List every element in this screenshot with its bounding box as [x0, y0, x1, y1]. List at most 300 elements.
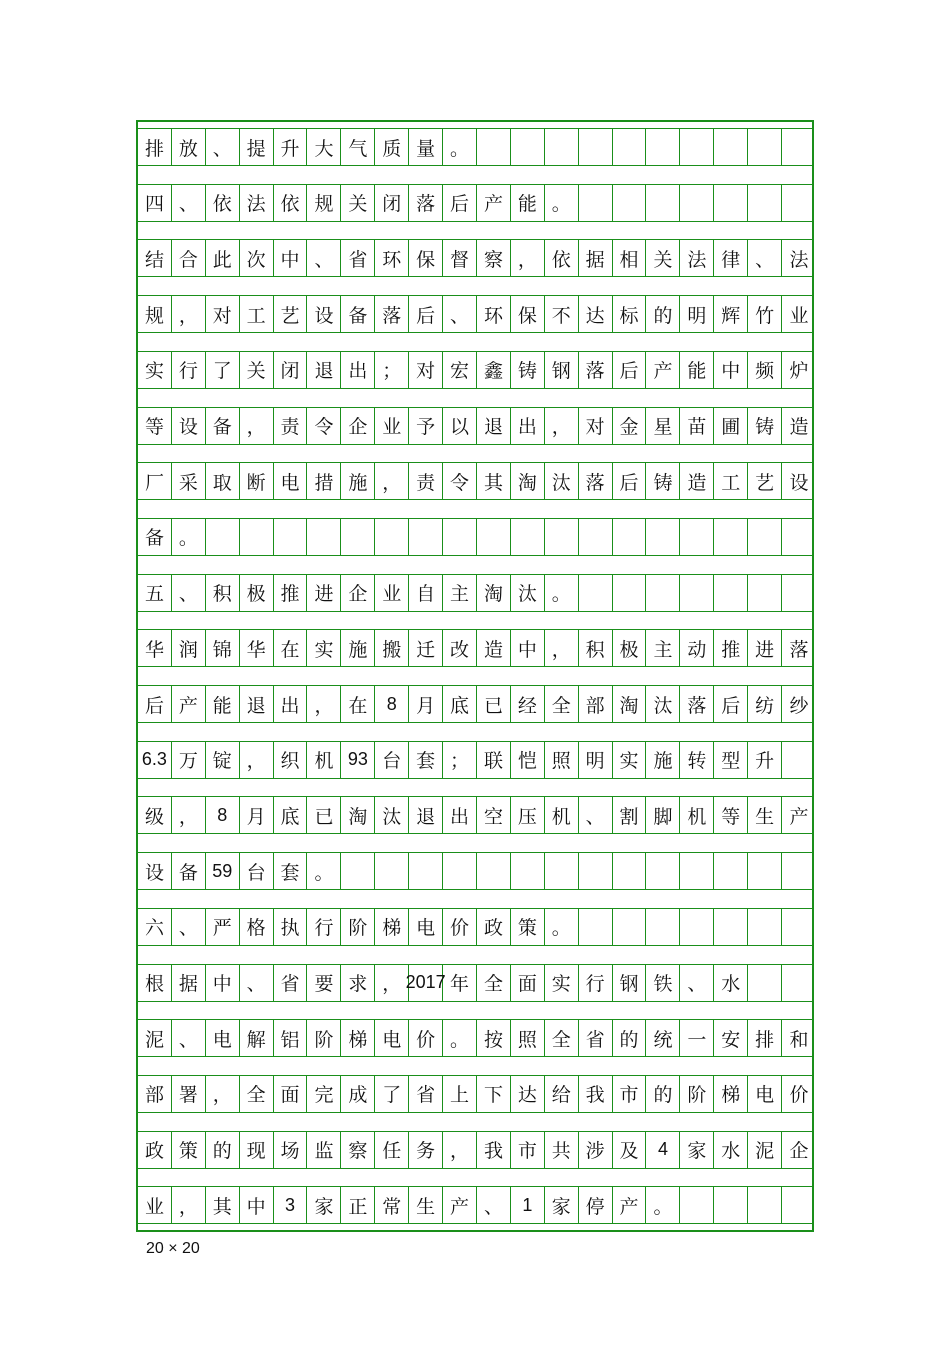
- grid-cell: [545, 853, 579, 889]
- grid-cell: [477, 853, 511, 889]
- grid-cell: 上: [443, 1076, 477, 1112]
- grid-cell: 量: [409, 129, 443, 165]
- grid-cell: 闭: [274, 352, 308, 388]
- grid-row: [138, 852, 812, 890]
- grid-cell: [782, 909, 816, 945]
- grid-row: [138, 964, 812, 1002]
- grid-cell: [613, 853, 647, 889]
- grid-cell: 落: [579, 352, 613, 388]
- grid-cell: ，: [545, 630, 579, 666]
- grid-cell: 实: [545, 965, 579, 1001]
- grid-cell: 6.3: [138, 742, 172, 778]
- grid-cell: 华: [240, 630, 274, 666]
- grid-cell: 中: [511, 630, 545, 666]
- grid-cell: 动: [680, 630, 714, 666]
- grid-cell: [341, 519, 375, 555]
- grid-cell: 放: [172, 129, 206, 165]
- grid-cell: [613, 909, 647, 945]
- grid-cell: [748, 1187, 782, 1223]
- grid-cell: 月: [409, 686, 443, 722]
- grid-cell: 4: [647, 1132, 681, 1168]
- grid-cell: 万: [172, 742, 206, 778]
- grid-cell: 规: [308, 185, 342, 221]
- grid-cell: 省: [341, 240, 375, 276]
- grid-cell: 退: [240, 686, 274, 722]
- grid-cell: 成: [341, 1076, 375, 1112]
- grid-cell: [782, 1187, 816, 1223]
- grid-cell: [714, 853, 748, 889]
- grid-row: [138, 1186, 812, 1224]
- grid-cell: [545, 129, 579, 165]
- grid-cell: [409, 519, 443, 555]
- grid-cell: [714, 575, 748, 611]
- grid-cell: 次: [240, 240, 274, 276]
- grid-cell: 铁: [647, 965, 681, 1001]
- grid-cell: ，: [511, 240, 545, 276]
- grid-cell: 出: [511, 408, 545, 444]
- grid-cell: 锭: [206, 742, 240, 778]
- grid-cell: 推: [274, 575, 308, 611]
- grid-cell: ，: [172, 797, 206, 833]
- grid-cell: 华: [138, 630, 172, 666]
- grid-cell: 格: [240, 909, 274, 945]
- grid-row: [138, 574, 812, 612]
- grid-cell: [680, 185, 714, 221]
- grid-cell: 其: [477, 463, 511, 499]
- grid-cell: 退: [477, 408, 511, 444]
- grid-cell: 政: [477, 909, 511, 945]
- grid-cell: ，: [375, 965, 409, 1001]
- grid-cell: 落: [680, 686, 714, 722]
- grid-cell: 根: [138, 965, 172, 1001]
- grid-cell: 相: [613, 240, 647, 276]
- grid-cell: 铸: [647, 463, 681, 499]
- grid-cell: 施: [341, 463, 375, 499]
- grid-cell: 主: [443, 575, 477, 611]
- grid-cell: 。: [443, 129, 477, 165]
- grid-cell: 经: [511, 686, 545, 722]
- grid-cell: 钢: [545, 352, 579, 388]
- grid-cell: [748, 129, 782, 165]
- grid-cell: 造: [477, 630, 511, 666]
- grid-cell: 产: [647, 352, 681, 388]
- grid-cell: 正: [341, 1187, 375, 1223]
- grid-cell: 出: [341, 352, 375, 388]
- grid-row: [138, 908, 812, 946]
- grid-cell: 59: [206, 853, 240, 889]
- grid-cell: [477, 129, 511, 165]
- grid-cell: 已: [308, 797, 342, 833]
- grid-cell: 予: [409, 408, 443, 444]
- grid-cell: 全: [240, 1076, 274, 1112]
- grid-cell: 现: [240, 1132, 274, 1168]
- grid-cell: 积: [206, 575, 240, 611]
- grid-cell: [748, 185, 782, 221]
- grid-cell: 统: [647, 1020, 681, 1056]
- grid-cell: 策: [172, 1132, 206, 1168]
- grid-cell: [409, 853, 443, 889]
- grid-cell: 提: [240, 129, 274, 165]
- grid-cell: 对: [579, 408, 613, 444]
- grid-cell: [748, 965, 782, 1001]
- grid-cell: 产: [477, 185, 511, 221]
- grid-cell: 。: [443, 1020, 477, 1056]
- grid-cell: 备: [138, 519, 172, 555]
- grid-cell: 结: [138, 240, 172, 276]
- grid-cell: [579, 853, 613, 889]
- grid-cell: 一: [680, 1020, 714, 1056]
- grid-cell: [579, 129, 613, 165]
- grid-cell: 、: [308, 240, 342, 276]
- grid-cell: [782, 519, 816, 555]
- grid-cell: 中: [274, 240, 308, 276]
- grid-cell: 生: [748, 797, 782, 833]
- grid-cell: 升: [274, 129, 308, 165]
- grid-cell: 的: [206, 1132, 240, 1168]
- grid-cell: [375, 519, 409, 555]
- manuscript-grid: [136, 120, 814, 1232]
- grid-cell: 策: [511, 909, 545, 945]
- grid-cell: 、: [477, 1187, 511, 1223]
- grid-cell: 中: [714, 352, 748, 388]
- grid-cell: [511, 129, 545, 165]
- grid-cell: ，: [443, 1132, 477, 1168]
- grid-cell: ，: [308, 686, 342, 722]
- grid-row: [138, 239, 812, 277]
- grid-cell: 对: [206, 296, 240, 332]
- grid-cell: 。: [172, 519, 206, 555]
- grid-row: [138, 741, 812, 779]
- grid-cell: 设: [789, 471, 809, 494]
- grid-cell: 察: [341, 1132, 375, 1168]
- grid-cell: 面: [511, 965, 545, 1001]
- grid-cell: 工: [714, 463, 748, 499]
- grid-cell: 月: [240, 797, 274, 833]
- grid-cell: 后: [714, 686, 748, 722]
- grid-cell: 在: [341, 686, 375, 722]
- grid-cell: 工: [240, 296, 274, 332]
- grid-cell: [714, 1187, 748, 1223]
- grid-cell: 梯: [375, 909, 409, 945]
- grid-cell: 阶: [308, 1020, 342, 1056]
- grid-cell: 型: [714, 742, 748, 778]
- grid-cell: 家: [308, 1187, 342, 1223]
- grid-cell: [782, 965, 816, 1001]
- grid-cell: 锦: [206, 630, 240, 666]
- grid-cell: 8: [375, 686, 409, 722]
- grid-cell: [579, 185, 613, 221]
- grid-cell: 企: [341, 408, 375, 444]
- grid-cell: [477, 519, 511, 555]
- grid-cell: 套: [274, 853, 308, 889]
- grid-cell: ；: [375, 352, 409, 388]
- grid-size-label: 20 × 20: [146, 1240, 200, 1257]
- grid-cell: 安: [714, 1020, 748, 1056]
- grid-cell: 极: [240, 575, 274, 611]
- grid-cell: 极: [613, 630, 647, 666]
- grid-cell: 机: [308, 742, 342, 778]
- grid-cell: 完: [308, 1076, 342, 1112]
- grid-cell: 依: [206, 185, 240, 221]
- grid-cell: 星: [647, 408, 681, 444]
- grid-cell: 汰: [647, 686, 681, 722]
- grid-cell: [647, 129, 681, 165]
- grid-cell: 。: [545, 909, 579, 945]
- grid-cell: 实: [138, 352, 172, 388]
- grid-cell: 全: [545, 686, 579, 722]
- grid-cell: 台: [240, 853, 274, 889]
- grid-cell: 等: [714, 797, 748, 833]
- grid-row: [138, 462, 812, 500]
- grid-cell: 台: [375, 742, 409, 778]
- grid-row: [138, 1075, 812, 1113]
- grid-cell: 进: [308, 575, 342, 611]
- grid-cell: 脚: [647, 797, 681, 833]
- grid-cell: 产: [172, 686, 206, 722]
- grid-cell: 。: [545, 185, 579, 221]
- grid-cell: 、: [748, 240, 782, 276]
- grid-cell: 备: [172, 853, 206, 889]
- grid-cell: 鑫: [477, 352, 511, 388]
- grid-cell: 其: [206, 1187, 240, 1223]
- grid-cell: [714, 519, 748, 555]
- grid-cell: 铸: [511, 352, 545, 388]
- grid-cell: 此: [206, 240, 240, 276]
- grid-cell: ，: [545, 408, 579, 444]
- grid-cell: 落: [789, 638, 809, 661]
- grid-cell: 达: [511, 1076, 545, 1112]
- grid-row: [138, 629, 812, 667]
- grid-cell: 五: [138, 575, 172, 611]
- grid-cell: ，: [375, 463, 409, 499]
- grid-cell: [613, 129, 647, 165]
- grid-cell: 汰: [511, 575, 545, 611]
- grid-cell: 梯: [714, 1076, 748, 1112]
- grid-cell: [545, 519, 579, 555]
- grid-cell: 汰: [545, 463, 579, 499]
- grid-row: [138, 128, 812, 166]
- grid-cell: [782, 742, 816, 778]
- grid-cell: 产: [443, 1187, 477, 1223]
- grid-cell: [748, 519, 782, 555]
- grid-cell: 业: [375, 575, 409, 611]
- grid-cell: 明: [579, 742, 613, 778]
- grid-cell: 竹: [748, 296, 782, 332]
- grid-cell: 规: [138, 296, 172, 332]
- grid-cell: 水: [714, 1132, 748, 1168]
- grid-cell: 共: [545, 1132, 579, 1168]
- grid-cell: 了: [206, 352, 240, 388]
- grid-cell: 自: [409, 575, 443, 611]
- grid-cell: 务: [409, 1132, 443, 1168]
- grid-cell: 以: [443, 408, 477, 444]
- grid-cell: 排: [748, 1020, 782, 1056]
- grid-cell: 、: [172, 1020, 206, 1056]
- grid-cell: 中: [206, 965, 240, 1001]
- grid-cell: [206, 519, 240, 555]
- grid-cell: 环: [477, 296, 511, 332]
- grid-cell: 和: [789, 1028, 809, 1051]
- grid-cell: [511, 519, 545, 555]
- grid-cell: 法: [789, 248, 809, 271]
- grid-cell: [714, 185, 748, 221]
- grid-cell: 织: [274, 742, 308, 778]
- grid-cell: [647, 185, 681, 221]
- grid-cell: 市: [613, 1076, 647, 1112]
- grid-row: [138, 685, 812, 723]
- grid-cell: [240, 519, 274, 555]
- grid-cell: 要: [308, 965, 342, 1001]
- grid-cell: [613, 185, 647, 221]
- grid-row: [138, 518, 812, 556]
- grid-cell: 施: [647, 742, 681, 778]
- grid-cell: 退: [308, 352, 342, 388]
- grid-cell: 进: [748, 630, 782, 666]
- grid-cell: 解: [240, 1020, 274, 1056]
- grid-cell: 8: [206, 797, 240, 833]
- grid-cell: 关: [240, 352, 274, 388]
- grid-cell: 钢: [613, 965, 647, 1001]
- grid-cell: 搬: [375, 630, 409, 666]
- grid-cell: [680, 519, 714, 555]
- grid-cell: 企: [341, 575, 375, 611]
- grid-cell: 转: [680, 742, 714, 778]
- grid-cell: 责: [274, 408, 308, 444]
- grid-cell: 价: [409, 1020, 443, 1056]
- grid-cell: [782, 129, 816, 165]
- grid-cell: 了: [375, 1076, 409, 1112]
- grid-cell: 标: [613, 296, 647, 332]
- grid-cell: 执: [274, 909, 308, 945]
- grid-cell: 升: [748, 742, 782, 778]
- grid-cell: 令: [308, 408, 342, 444]
- grid-cell: 电: [748, 1076, 782, 1112]
- grid-cell: 恺: [511, 742, 545, 778]
- grid-cell: 法: [680, 240, 714, 276]
- grid-cell: 依: [545, 240, 579, 276]
- grid-cell: 严: [206, 909, 240, 945]
- grid-cell: 退: [409, 797, 443, 833]
- grid-cell: 家: [545, 1187, 579, 1223]
- grid-cell: 明: [680, 296, 714, 332]
- grid-cell: 积: [579, 630, 613, 666]
- grid-cell: 后: [613, 352, 647, 388]
- grid-cell: 政: [138, 1132, 172, 1168]
- grid-cell: 阶: [680, 1076, 714, 1112]
- grid-cell: 关: [647, 240, 681, 276]
- grid-cell: 迁: [409, 630, 443, 666]
- grid-cell: ，: [206, 1076, 240, 1112]
- grid-cell: 泥: [748, 1132, 782, 1168]
- grid-cell: 关: [341, 185, 375, 221]
- grid-cell: 涉: [579, 1132, 613, 1168]
- grid-cell: 照: [545, 742, 579, 778]
- grid-row: [138, 407, 812, 445]
- grid-cell: 照: [511, 1020, 545, 1056]
- grid-cell: 施: [341, 630, 375, 666]
- grid-cell: 圃: [714, 408, 748, 444]
- grid-cell: 采: [172, 463, 206, 499]
- grid-cell: 对: [409, 352, 443, 388]
- grid-cell: 常: [375, 1187, 409, 1223]
- grid-cell: 四: [138, 185, 172, 221]
- grid-cell: 实: [613, 742, 647, 778]
- grid-cell: 底: [443, 686, 477, 722]
- grid-cell: 压: [511, 797, 545, 833]
- grid-cell: 质: [375, 129, 409, 165]
- grid-cell: 在: [274, 630, 308, 666]
- grid-cell: 淘: [341, 797, 375, 833]
- grid-cell: 1: [511, 1187, 545, 1223]
- grid-cell: 设: [172, 408, 206, 444]
- grid-cell: 业: [789, 304, 809, 327]
- grid-cell: [782, 575, 816, 611]
- grid-cell: 纱: [789, 694, 809, 717]
- grid-cell: 后: [443, 185, 477, 221]
- grid-cell: 行: [308, 909, 342, 945]
- grid-cell: 电: [409, 909, 443, 945]
- grid-cell: 价: [443, 909, 477, 945]
- grid-cell: 辉: [714, 296, 748, 332]
- grid-cell: 电: [375, 1020, 409, 1056]
- grid-cell: [680, 1187, 714, 1223]
- grid-cell: 全: [545, 1020, 579, 1056]
- grid-cell: 保: [409, 240, 443, 276]
- grid-cell: [714, 909, 748, 945]
- grid-cell: 淘: [511, 463, 545, 499]
- grid-cell: [714, 129, 748, 165]
- grid-cell: 、: [240, 965, 274, 1001]
- grid-row: [138, 295, 812, 333]
- grid-cell: 不: [545, 296, 579, 332]
- grid-cell: 炉: [789, 360, 809, 383]
- grid-cell: 备: [206, 408, 240, 444]
- grid-cell: [782, 185, 816, 221]
- grid-cell: 中: [240, 1187, 274, 1223]
- grid-cell: [782, 853, 816, 889]
- grid-cell: ，: [240, 408, 274, 444]
- grid-cell: 场: [274, 1132, 308, 1168]
- grid-cell: [341, 853, 375, 889]
- grid-cell: 出: [443, 797, 477, 833]
- grid-cell: 设: [308, 296, 342, 332]
- grid-cell: 、: [443, 296, 477, 332]
- grid-cell: 合: [172, 240, 206, 276]
- grid-cell: 任: [375, 1132, 409, 1168]
- grid-cell: 能: [680, 352, 714, 388]
- grid-cell: 阶: [341, 909, 375, 945]
- grid-cell: 等: [138, 408, 172, 444]
- grid-cell: 部: [579, 686, 613, 722]
- grid-cell: [748, 853, 782, 889]
- grid-cell: 的: [647, 296, 681, 332]
- grid-cell: 梯: [341, 1020, 375, 1056]
- grid-cell: 省: [409, 1076, 443, 1112]
- grid-cell: [579, 519, 613, 555]
- grid-row: [138, 796, 812, 834]
- grid-cell: 下: [477, 1076, 511, 1112]
- grid-cell: 部: [138, 1076, 172, 1112]
- grid-cell: 行: [579, 965, 613, 1001]
- grid-cell: 企: [789, 1140, 809, 1163]
- grid-cell: 排: [138, 129, 172, 165]
- grid-cell: 依: [274, 185, 308, 221]
- grid-cell: 铝: [274, 1020, 308, 1056]
- grid-cell: 省: [274, 965, 308, 1001]
- grid-cell: 后: [138, 686, 172, 722]
- grid-cell: 督: [443, 240, 477, 276]
- grid-cell: 面: [274, 1076, 308, 1112]
